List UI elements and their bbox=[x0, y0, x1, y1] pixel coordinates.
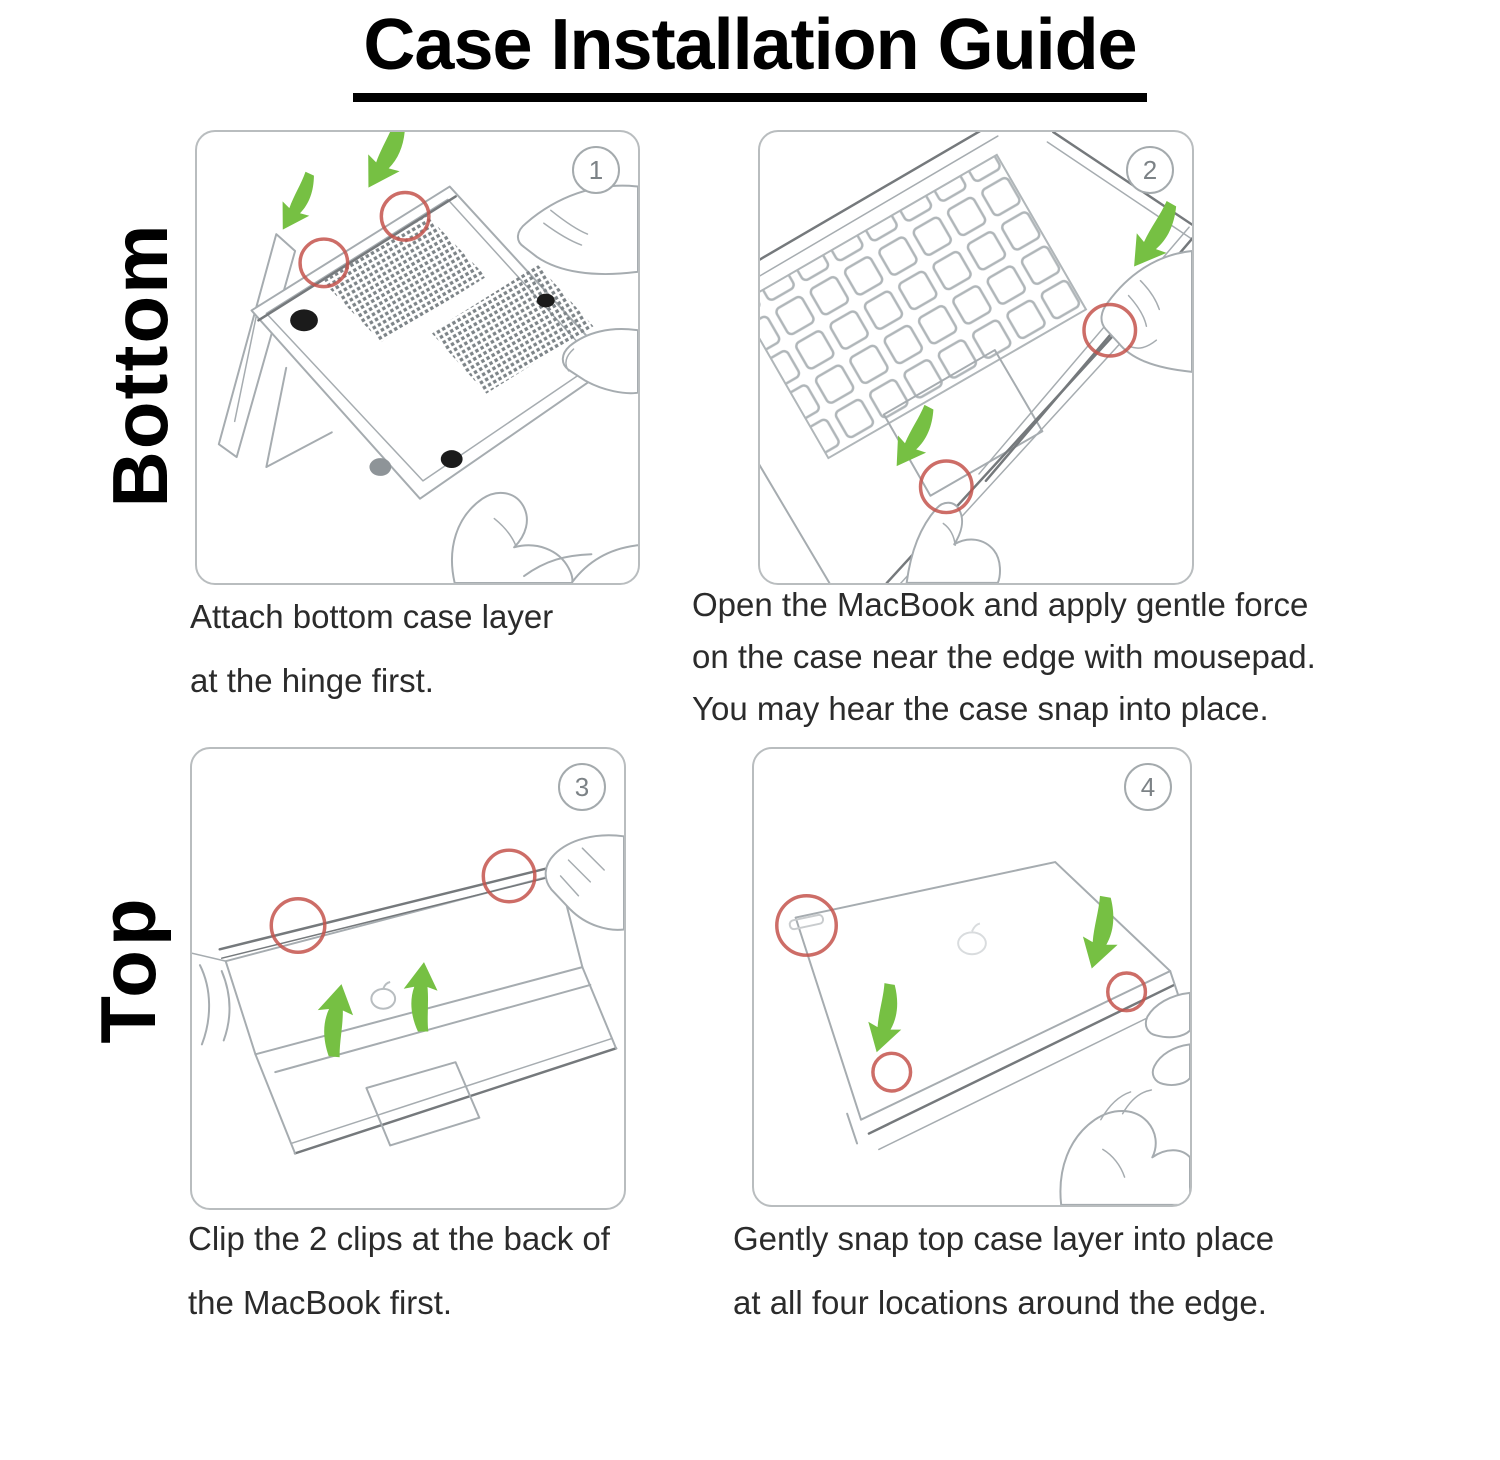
step-3-panel bbox=[190, 747, 626, 1210]
hand-outline bbox=[1060, 993, 1190, 1205]
step-number: 2 bbox=[1142, 154, 1158, 185]
caption-line: at all four locations around the edge. bbox=[733, 1284, 1267, 1321]
step-number: 3 bbox=[574, 771, 590, 802]
caption-line: on the case near the edge with mousepad. bbox=[692, 638, 1316, 675]
step-2-caption bbox=[692, 588, 1316, 744]
caption-line: Attach bottom case layer bbox=[190, 598, 554, 635]
step-1-panel bbox=[195, 130, 640, 585]
rubber-foot bbox=[290, 309, 318, 331]
rubber-foot bbox=[441, 450, 463, 468]
rubber-foot bbox=[537, 294, 555, 308]
caption-line: Open the MacBook and apply gentle force bbox=[692, 586, 1309, 623]
green-arrow-icon bbox=[270, 168, 327, 237]
step-number-badge bbox=[1124, 763, 1172, 811]
macbook-keyboard-drawing bbox=[760, 132, 1192, 583]
page-title: Case Installation Guide bbox=[353, 6, 1146, 102]
step-number: 4 bbox=[1140, 771, 1156, 802]
page-title-wrap bbox=[0, 6, 1500, 102]
step-1-caption bbox=[190, 600, 553, 728]
section-label-bottom: Bottom bbox=[96, 222, 184, 508]
rubber-foot bbox=[369, 458, 391, 476]
caption-line: Clip the 2 clips at the back of bbox=[188, 1220, 610, 1257]
caption-line: the MacBook first. bbox=[188, 1284, 453, 1321]
step-1-illustration bbox=[197, 132, 638, 583]
step-number-badge bbox=[1126, 146, 1174, 194]
step-3-illustration bbox=[192, 749, 624, 1208]
step-number-badge bbox=[572, 146, 620, 194]
step-4-caption bbox=[733, 1222, 1274, 1350]
section-label-top: Top bbox=[84, 894, 172, 1044]
step-3-caption bbox=[188, 1222, 610, 1350]
step-2-panel bbox=[758, 130, 1194, 585]
step-4-panel bbox=[752, 747, 1192, 1207]
step-4-illustration bbox=[754, 749, 1190, 1205]
macbook-top-case-drawing bbox=[192, 852, 616, 1153]
caption-line: at the hinge first. bbox=[190, 662, 434, 699]
caption-line: Gently snap top case layer into place bbox=[733, 1220, 1275, 1257]
macbook-closed-lid-drawing bbox=[789, 862, 1178, 1149]
green-arrow-icon bbox=[354, 132, 422, 197]
trackpad bbox=[366, 1062, 479, 1145]
caption-line: You may hear the case snap into place. bbox=[692, 690, 1269, 727]
step-2-illustration bbox=[760, 132, 1192, 583]
step-number-badge bbox=[558, 763, 606, 811]
step-number: 1 bbox=[588, 154, 604, 185]
